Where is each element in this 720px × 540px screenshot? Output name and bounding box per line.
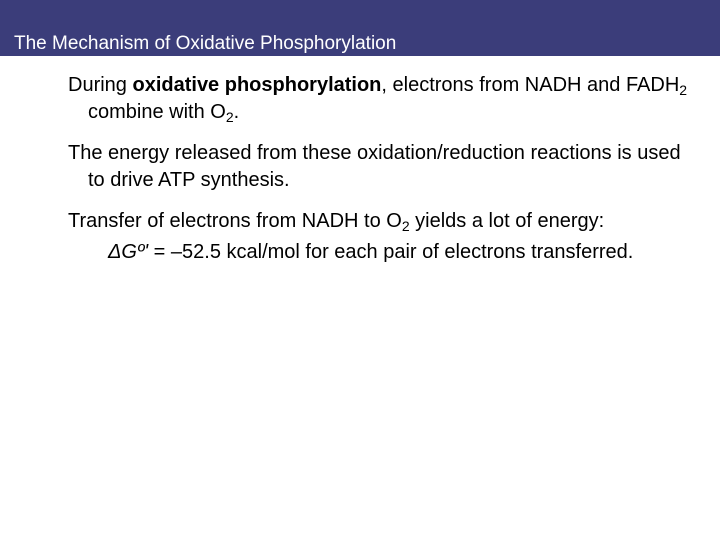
- bullet3-post: yields a lot of energy:: [409, 210, 605, 232]
- delta-g-symbol: ΔGº': [108, 241, 149, 263]
- bullet2-text: The energy released from these oxidation/reduction reactions is used to drive ATP synthesis.: [68, 142, 681, 191]
- sub-bullet-text: = –52.5 kcal/mol for each pair of electrons transferred.: [148, 241, 634, 263]
- bullet1-subscript-2: 2: [225, 109, 234, 125]
- bullet1-subscript-1: 2: [679, 82, 688, 98]
- bullet1-pre: During: [68, 74, 133, 96]
- bullet-electron-transfer: [68, 208, 688, 235]
- title-bar: [0, 0, 720, 56]
- bullet1-end: .: [233, 101, 240, 123]
- bullet1-mid2: combine with O: [88, 101, 226, 123]
- slide-body: [68, 72, 688, 266]
- bullet1-mid1: , electrons from NADH and FADH: [381, 74, 680, 96]
- bullet1-bold-term: oxidative phosphorylation: [132, 74, 382, 96]
- bullet3-subscript: 2: [401, 218, 410, 234]
- bullet-energy-released: [68, 140, 688, 194]
- bullet-oxidative-phosphorylation: [68, 72, 688, 126]
- sub-bullet-free-energy: [108, 239, 688, 266]
- slide-title: The Mechanism of Oxidative Phosphorylation: [14, 33, 397, 54]
- bullet3-pre: Transfer of electrons from NADH to O: [68, 210, 402, 232]
